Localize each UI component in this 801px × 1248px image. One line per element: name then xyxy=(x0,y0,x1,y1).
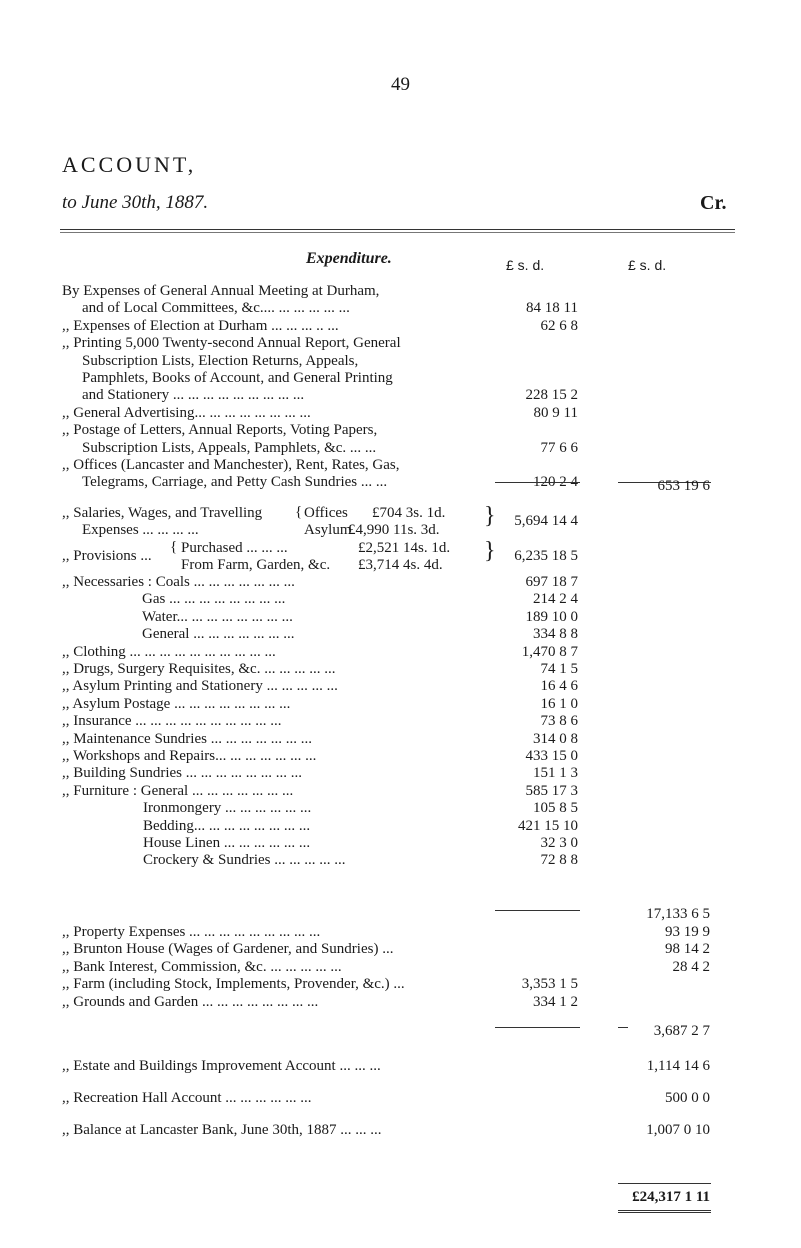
entry-0-label: By Expenses of General Annual Meeting at Durham, xyxy=(62,283,380,299)
entry-2-label: ,, Expenses of Election at Durham ... ... ... .. ... xyxy=(62,317,339,334)
entry-11-label: Telegrams, Carriage, and Petty Cash Sundries ... ... xyxy=(82,474,388,491)
item3-0-amount: 93 19 9 xyxy=(665,924,710,940)
item-15-label: House Linen ... ... ... ... ... ... xyxy=(143,835,311,851)
salaries-brace: { xyxy=(295,504,303,520)
item-5-amount: 74 1 5 xyxy=(540,661,578,677)
salaries-opt1: Offices xyxy=(304,505,348,521)
item4-1-label: ,, Recreation Hall Account ... ... ... ... ... ... xyxy=(62,1090,312,1106)
item3-2-label: ,, Bank Interest, Commission, &c. ... ... ... ... ... xyxy=(62,958,342,975)
account-heading: ACCOUNT, xyxy=(62,152,197,177)
item-6-label: ,, Asylum Printing and Stationery ... ... ... ... ... xyxy=(62,678,338,695)
entry-5-label: Pamphlets, Books of Account, and General Printing xyxy=(82,370,393,386)
provisions-brace: { xyxy=(170,539,178,555)
entry-1-label: and of Local Committees, &c.... ... ... ... ... ... xyxy=(82,300,350,317)
top-rule xyxy=(60,229,735,230)
item-14-amount: 421 15 10 xyxy=(518,817,578,834)
subtotal-rule xyxy=(495,482,580,483)
entry-11-amount: 120 2 4 xyxy=(533,474,578,491)
item-8-amount: 73 8 6 xyxy=(540,713,578,730)
salaries-line2: Expenses ... ... ... ... xyxy=(82,522,199,538)
entry-4-label: Subscription Lists, Election Returns, Appeals, xyxy=(82,352,359,369)
entry-1-amount: 84 18 11 xyxy=(526,300,578,317)
provisions-opt1: Purchased ... ... ... xyxy=(181,540,288,556)
item-1-amount: 214 2 4 xyxy=(533,591,578,608)
item3-4-amount: 334 1 2 xyxy=(533,993,578,1010)
item3-0-label: ,, Property Expenses ... ... ... ... ... ... ... ... ... xyxy=(62,924,321,940)
item-0-amount: 697 18 7 xyxy=(525,574,578,590)
top-rule-2 xyxy=(60,232,735,233)
item-13-label: Ironmongery ... ... ... ... ... ... xyxy=(143,800,312,817)
item-13-amount: 105 8 5 xyxy=(533,800,578,817)
entry-9-amount: 77 6 6 xyxy=(540,439,578,456)
entry-8-label: ,, Postage of Letters, Annual Reports, Voting Papers, xyxy=(62,422,378,439)
item4-0-amount: 1,114 14 6 xyxy=(646,1058,710,1074)
item4-1-amount: 500 0 0 xyxy=(665,1090,710,1106)
salaries-line1: ,, Salaries, Wages, and Travelling xyxy=(62,505,263,521)
cr-label: Cr. xyxy=(700,192,727,214)
salaries-total: 5,694 14 4 xyxy=(514,513,578,529)
item-9-label: ,, Maintenance Sundries ... ... ... ... ... ... ... xyxy=(62,730,312,747)
total-rule xyxy=(618,1183,711,1184)
entry-3-label: ,, Printing 5,000 Twenty-second Annual Report, General xyxy=(62,335,401,352)
provisions-amt2: £3,714 4s. 4d. xyxy=(358,557,443,573)
item3-2-amount: 28 4 2 xyxy=(672,958,710,975)
item-12-label: ,, Furniture : General ... ... ... ... ... ... ... xyxy=(62,782,294,799)
subtotal-2: 17,133 6 5 xyxy=(646,906,710,922)
entry-10-label: ,, Offices (Lancaster and Manchester), Rent, Rates, Gas, xyxy=(62,457,400,473)
item3-1-amount: 98 14 2 xyxy=(665,941,710,958)
item-16-amount: 72 8 8 xyxy=(540,852,578,869)
item-16-label: Crockery & Sundries ... ... ... ... ... xyxy=(143,852,346,869)
item-11-label: ,, Building Sundries ... ... ... ... ... ... ... ... xyxy=(62,765,303,782)
salaries-amt1: £704 3s. 1d. xyxy=(372,505,446,521)
column-head-2: £ s. d. xyxy=(628,257,667,273)
item3-3-amount: 3,353 1 5 xyxy=(521,976,578,993)
total-rule-bottom xyxy=(618,1210,711,1213)
salaries-amt2: £4,990 11s. 3d. xyxy=(348,522,440,538)
item-2-label: Water... ... ... ... ... ... ... ... xyxy=(142,608,293,625)
item4-0-label: ,, Estate and Buildings Improvement Account ... ... ... xyxy=(62,1058,381,1074)
item-1-label: Gas ... ... ... ... ... ... ... ... xyxy=(142,591,286,608)
section-title: Expenditure. xyxy=(306,250,392,267)
item-14-label: Bedding... ... ... ... ... ... ... ... xyxy=(143,817,311,834)
page-number: 49 xyxy=(391,74,410,95)
item-10-label: ,, Workshops and Repairs... ... ... ... ... ... ... xyxy=(62,748,317,764)
salaries-opt2: Asylum xyxy=(304,522,352,538)
item3-1-label: ,, Brunton House (Wages of Gardener, and Sundries) ... xyxy=(62,941,394,958)
subtotal-rule-2 xyxy=(495,910,580,911)
provisions-total: 6,235 18 5 xyxy=(514,548,578,564)
item-15-amount: 32 3 0 xyxy=(540,835,578,851)
subtotal-rule-3 xyxy=(495,1027,580,1028)
item-0-label: ,, Necessaries : Coals ... ... ... ... ... ... ... xyxy=(62,574,295,590)
item-2-amount: 189 10 0 xyxy=(525,608,578,625)
subtotal-3: 3,687 2 7 xyxy=(653,1023,710,1039)
item-10-amount: 433 15 0 xyxy=(525,748,578,764)
account-subheading: to June 30th, 1887. xyxy=(62,192,209,213)
provisions-opt2: From Farm, Garden, &c. xyxy=(181,557,331,573)
entry-7-label: ,, General Advertising... ... ... ... ... ... ... ... xyxy=(62,404,311,421)
subtotal-1: 653 19 6 xyxy=(657,478,710,494)
item-8-label: ,, Insurance ... ... ... ... ... ... ... ... ... ... xyxy=(62,713,282,730)
item4-2-amount: 1,007 0 10 xyxy=(646,1122,710,1138)
item-11-amount: 151 1 3 xyxy=(533,765,578,782)
item-3-label: General ... ... ... ... ... ... ... xyxy=(142,626,295,643)
item-9-amount: 314 0 8 xyxy=(533,730,578,747)
item-12-amount: 585 17 3 xyxy=(525,782,578,799)
entry-6-amount: 228 15 2 xyxy=(525,387,578,404)
item-4-amount: 1,470 8 7 xyxy=(521,643,578,660)
provisions-amt1: £2,521 14s. 1d. xyxy=(358,540,451,556)
item-7-label: ,, Asylum Postage ... ... ... ... ... ... ... ... xyxy=(62,695,291,712)
item-6-amount: 16 4 6 xyxy=(540,678,578,695)
entry-2-amount: 62 6 8 xyxy=(540,317,578,334)
entry-7-amount: 80 9 11 xyxy=(533,404,578,421)
item-7-amount: 16 1 0 xyxy=(540,695,578,712)
item-3-amount: 334 8 8 xyxy=(533,626,578,643)
salaries-close-brace: } xyxy=(484,503,496,529)
item4-2-label: ,, Balance at Lancaster Bank, June 30th, 1887 ... ... ... xyxy=(62,1122,382,1138)
item3-3-label: ,, Farm (including Stock, Implements, Provender, &c.) ... xyxy=(62,976,405,993)
entry-9-label: Subscription Lists, Appeals, Pamphlets, &c. ... ... xyxy=(82,439,377,456)
grand-total: £24,317 1 11 xyxy=(632,1189,710,1205)
provisions-label: ,, Provisions ... xyxy=(62,548,152,564)
provisions-close-brace: } xyxy=(484,538,496,564)
column-head-1: £ s. d. xyxy=(506,257,545,273)
item-5-label: ,, Drugs, Surgery Requisites, &c. ... ... ... ... ... xyxy=(62,661,336,677)
entry-6-label: and Stationery ... ... ... ... ... ... ... ... ... xyxy=(82,387,305,404)
item-4-label: ,, Clothing ... ... ... ... ... ... ... ... ... ... xyxy=(62,643,276,660)
item3-4-label: ,, Grounds and Garden ... ... ... ... ... ... ... ... xyxy=(62,993,319,1010)
